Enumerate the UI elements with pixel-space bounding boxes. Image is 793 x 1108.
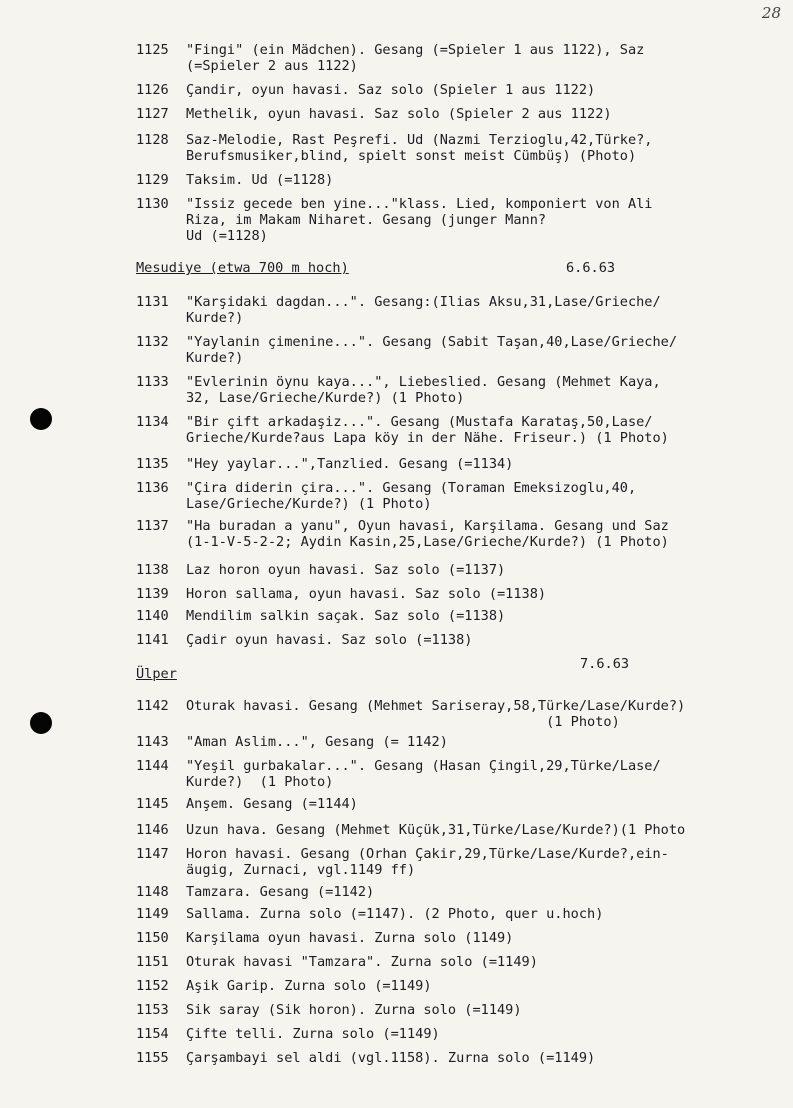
- punch-hole-upper: [30, 408, 52, 430]
- entry-number: 1149: [136, 906, 169, 922]
- recording-date: 7.6.63: [580, 656, 630, 672]
- entry-text: Taksim. Ud (=1128): [186, 172, 334, 188]
- entry-number: 1154: [136, 1026, 169, 1042]
- entry-text: Mendilim salkin saçak. Saz solo (=1138): [186, 608, 506, 624]
- location-header: [136, 656, 736, 682]
- entry-number: 1132: [136, 334, 169, 350]
- entry-number: 1138: [136, 562, 169, 578]
- entry-text: "Çira diderin çira...". Gesang (Toraman Emeksizoglu,40, Lase/Grieche/Kurde?) (1 Photo): [186, 480, 637, 512]
- punch-hole-lower: [30, 712, 52, 734]
- entry-number: 1152: [136, 978, 169, 994]
- entry-text: "Hey yaylar...",Tanzlied. Gesang (=1134): [186, 456, 514, 472]
- catalog-entry: [136, 954, 787, 970]
- catalog-entry: [136, 1002, 787, 1018]
- catalog-entry: [136, 846, 787, 878]
- entry-text: Laz horon oyun havasi. Saz solo (=1137): [186, 562, 506, 578]
- entry-number: 1127: [136, 106, 169, 122]
- location-header: [136, 260, 736, 276]
- entry-number: 1131: [136, 294, 169, 310]
- entry-number: 1150: [136, 930, 169, 946]
- entry-number: 1129: [136, 172, 169, 188]
- entry-number: 1143: [136, 734, 169, 750]
- entry-number: 1126: [136, 82, 169, 98]
- entry-text: "Bir çift arkadaşiz...". Gesang (Mustafa Karataş,50,Lase/ Grieche/Kurde?aus Lapa köy in der Nähe. Friseur.) (1 Photo): [186, 414, 669, 446]
- entry-text: Oturak havasi. Gesang (Mehmet Sariseray,58,Türke/Lase/Kurde?) (1 Photo): [186, 698, 686, 730]
- entry-text: Horon havasi. Gesang (Orhan Çakir,29,Türke/Lase/Kurde?,ein- äugig, Zurnaci, vgl.1149 ff): [186, 846, 669, 878]
- entry-text: "Evlerinin öynu kaya...", Liebeslied. Gesang (Mehmet Kaya, 32, Lase/Grieche/Kurde?) (1 Photo): [186, 374, 661, 406]
- catalog-entry: [136, 414, 787, 446]
- catalog-entry: [136, 698, 787, 730]
- entry-number: 1134: [136, 414, 169, 430]
- entry-text: Karşilama oyun havasi. Zurna solo (1149): [186, 930, 514, 946]
- entry-text: Çarşambayi sel aldi (vgl.1158). Zurna solo (=1149): [186, 1050, 596, 1066]
- catalog-entry: [136, 562, 787, 578]
- entry-number: 1125: [136, 42, 169, 58]
- catalog-entry: [136, 334, 787, 366]
- catalog-entry: [136, 586, 787, 602]
- entry-text: Çandir, oyun havasi. Saz solo (Spieler 1 aus 1122): [186, 82, 596, 98]
- catalog-entry: [136, 906, 787, 922]
- entry-number: 1133: [136, 374, 169, 390]
- entry-text: "Fingi" (ein Mädchen). Gesang (=Spieler 1 aus 1122), Saz (=Spieler 2 aus 1122): [186, 42, 645, 74]
- entry-text: Çifte telli. Zurna solo (=1149): [186, 1026, 440, 1042]
- catalog-entry: [136, 1050, 787, 1066]
- entry-text: Çadir oyun havasi. Saz solo (=1138): [186, 632, 473, 648]
- entry-number: 1140: [136, 608, 169, 624]
- page-number: 28: [761, 4, 781, 22]
- entry-number: 1141: [136, 632, 169, 648]
- entry-number: 1155: [136, 1050, 169, 1066]
- catalog-entry: [136, 930, 787, 946]
- catalog-entry: [136, 734, 787, 750]
- entry-text: "Yaylanin çimenine...". Gesang (Sabit Taşan,40,Lase/Grieche/ Kurde?): [186, 334, 678, 366]
- entry-number: 1139: [136, 586, 169, 602]
- entry-number: 1135: [136, 456, 169, 472]
- entry-text: "Aman Aslim...", Gesang (= 1142): [186, 734, 448, 750]
- entry-text: Oturak havasi "Tamzara". Zurna solo (=1149): [186, 954, 538, 970]
- entry-number: 1145: [136, 796, 169, 812]
- catalog-entry: [136, 374, 787, 406]
- catalog-entry: [136, 518, 787, 550]
- catalog-entry: [136, 172, 787, 188]
- entry-text: Methelik, oyun havasi. Saz solo (Spieler 2 aus 1122): [186, 106, 612, 122]
- recording-date: 6.6.63: [566, 260, 616, 276]
- entry-text: Sallama. Zurna solo (=1147). (2 Photo, quer u.hoch): [186, 906, 604, 922]
- location-title: Mesudiye (etwa 700 m hoch): [136, 260, 349, 276]
- catalog-entry: [136, 196, 787, 244]
- entry-number: 1137: [136, 518, 169, 534]
- entry-text: Horon sallama, oyun havasi. Saz solo (=1138): [186, 586, 547, 602]
- catalog-entry: [136, 42, 787, 74]
- entry-number: 1151: [136, 954, 169, 970]
- entry-text: "Issiz gecede ben yine..."klass. Lied, komponiert von Ali Riza, im Makam Niharet. Gesang (junger Mann? Ud (=1128): [186, 196, 653, 244]
- entry-text: Saz-Melodie, Rast Peşrefi. Ud (Nazmi Terzioglu,42,Türke?, Berufsmusiker,blind, spielt sonst meist Cümbüş) (Photo): [186, 132, 653, 164]
- catalog-entry: [136, 1026, 787, 1042]
- entry-text: Uzun hava. Gesang (Mehmet Küçük,31,Türke/Lase/Kurde?)(1 Photo: [186, 822, 686, 838]
- entry-number: 1128: [136, 132, 169, 148]
- entry-text: "Ha buradan a yanu", Oyun havasi, Karşilama. Gesang und Saz (1-1-V-5-2-2; Aydin Kasin,25,Lase/Grieche/Kurde?) (1 Photo): [186, 518, 669, 550]
- catalog-entry: [136, 978, 787, 994]
- catalog-entry: [136, 822, 787, 838]
- entry-number: 1142: [136, 698, 169, 714]
- entry-number: 1144: [136, 758, 169, 774]
- entry-text: Sik saray (Sik horon). Zurna solo (=1149): [186, 1002, 522, 1018]
- catalog-entry: [136, 608, 787, 624]
- catalog-entry: [136, 82, 787, 98]
- entry-number: 1148: [136, 884, 169, 900]
- entry-number: 1147: [136, 846, 169, 862]
- location-title: Ülper: [136, 666, 177, 682]
- entry-text: Anşem. Gesang (=1144): [186, 796, 358, 812]
- entry-text: "Karşidaki dagdan...". Gesang:(Ilias Aksu,31,Lase/Grieche/ Kurde?): [186, 294, 661, 326]
- entry-number: 1153: [136, 1002, 169, 1018]
- catalog-entry: [136, 796, 787, 812]
- entry-number: 1130: [136, 196, 169, 212]
- catalog-entry: [136, 884, 787, 900]
- catalog-entry: [136, 294, 787, 326]
- catalog-entry: [136, 106, 787, 122]
- entry-text: Tamzara. Gesang (=1142): [186, 884, 375, 900]
- catalog-entry: [136, 758, 787, 790]
- entry-number: 1136: [136, 480, 169, 496]
- catalog-entry: [136, 456, 787, 472]
- catalog-entry: [136, 132, 787, 164]
- entry-number: 1146: [136, 822, 169, 838]
- catalog-entry: [136, 632, 787, 648]
- entry-text: Aşik Garip. Zurna solo (=1149): [186, 978, 432, 994]
- catalog-entry: [136, 480, 787, 512]
- entry-text: "Yeşil gurbakalar...". Gesang (Hasan Çingil,29,Türke/Lase/ Kurde?) (1 Photo): [186, 758, 661, 790]
